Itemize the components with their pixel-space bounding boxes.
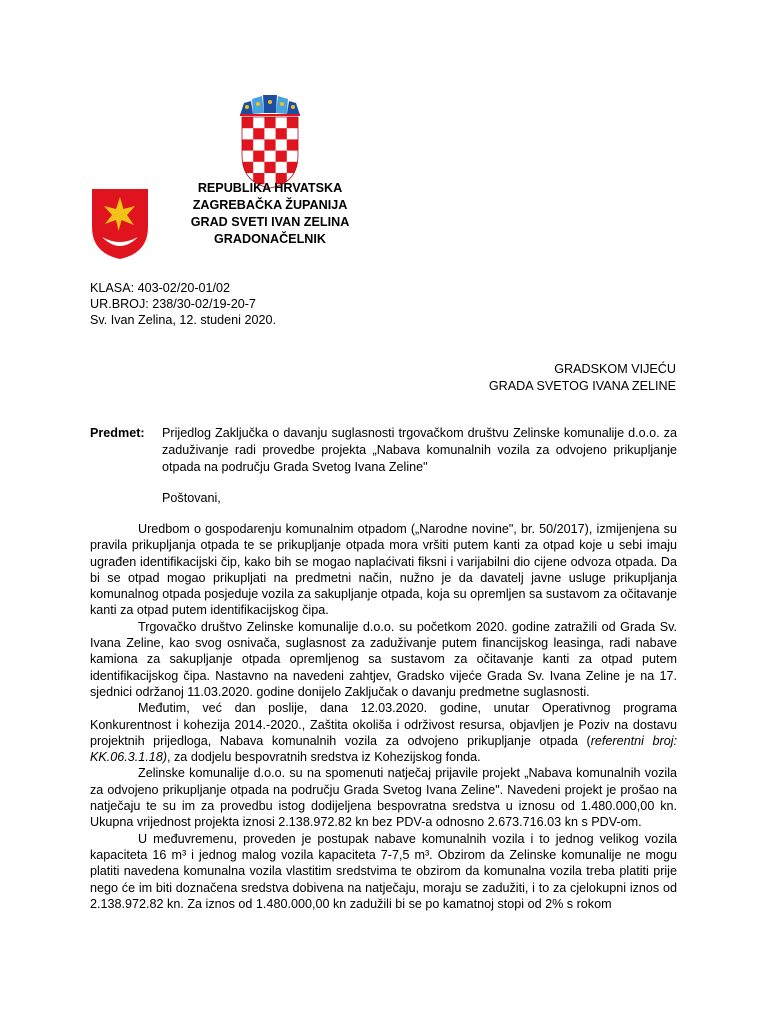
paragraph-4: Zelinske komunalije d.o.o. su na spomenuti natječaj prijavile projekt „Nabava komunalnih vozila za odvojeno prikupljanje otpada na području Grada Svetog Ivana Zeline". Navedeni projekt je prošao na natječaju te su im za provedbu istog dodijeljena bespovratna sredstva u iznosu od 1.480.000,00 kn. Ukupna vrijednost projekta iznosi 2.138.972.82 kn bez PDV-a odnosno 2.673.716.03 kn s PDV-om. bbox=[90, 766, 677, 830]
urbroj: UR.BROJ: 238/30-02/19-20-7 bbox=[90, 297, 256, 311]
header-county: ZAGREBAČKA ŽUPANIJA bbox=[192, 198, 348, 212]
place-date: Sv. Ivan Zelina, 12. studeni 2020. bbox=[90, 313, 276, 327]
klasa: KLASA: 403-02/20-01/02 bbox=[90, 281, 231, 295]
subject-label: Predmet: bbox=[90, 426, 145, 440]
recipient-line-2: GRADA SVETOG IVANA ZELINE bbox=[488, 379, 676, 393]
paragraph-5: U međuvremenu, proveden je postupak nabave komunalnih vozila i to jednog velikog vozila kapaciteta 16 m³ i jednog malog vozila kapaciteta 7-7,5 m³. Obzirom da Zelinske komunalije ne mogu platiti navedena komunalna vozila vlastitim sredstvima te obzirom da komunalna vozila treba platiti prije nego će im biti doznačena sredstva dobivena na natječaju, moraju se zadužiti, i to za cjelokupni iznos od 2.138.972.82 kn. Za iznos od 1.480.000,00 kn zadužili bi se po kamatnoj stopi od 2% s rokom bbox=[90, 831, 677, 911]
letter-body bbox=[90, 521, 677, 912]
reference-number: referentni broj: KK.06.3.1.18) bbox=[90, 733, 678, 765]
paragraph-1: Uredbom o gospodarenju komunalnim otpadom („Narodne novine", br. 50/2017), izmijenjena su pravila prikupljanja otpada te se prikupljanje otpada mora vršiti putem kanti za otpad koje u sebi imaju ugrađen identifikacijski čip, kako bih se mogao naplaćivati fiksni i varijabilni dio cijene odvoza otpada. Da bi se otpad mogao prikupljati na predmetni način, nužno je da davatelj javne usluge prikupljanja komunalnog otpada posjeduje vozila za sakupljanje otpada, koja su opremljen sa sustavom za očitavanje kanti za otpad putem identifikacijskog čipa. bbox=[90, 522, 677, 618]
greeting: Poštovani, bbox=[162, 491, 221, 505]
recipient-line-1: GRADSKOM VIJEĆU bbox=[554, 362, 676, 376]
header-office: GRADONAČELNIK bbox=[214, 232, 326, 246]
paragraph-3-text-a: Međutim, već dan poslije, dana 12.03.2020. godine, unutar Operativnog programa Konkurentnost i kohezija 2014.-2020., Zaštita okoliša i održivost resursa, objavljen je Poziv na dostavu projektnih prijedloga, Nabava komunalnih vozila za odvojeno prikupljanje otpada ( bbox=[90, 701, 677, 748]
header-republic: REPUBLIKA HRVATSKA bbox=[197, 181, 343, 195]
subject-text: Prijedlog Zaključka o davanju suglasnosti trgovačkom društvu Zelinske komunalije d.o.o. za zaduživanje radi provedbe projekta „Nabava komunalnih vozila za odvojeno prikupljanje otpada na području Grada Svetog Ivana Zeline" bbox=[162, 426, 677, 474]
paragraph-2: Trgovačko društvo Zelinske komunalije d.o.o. su početkom 2020. godine zatražili od Grada Sv. Ivana Zeline, kao svog osnivača, suglasnost za zaduživanje putem financijskog leasinga, radi nabave kamiona za sakupljanje otpada opremljenog sa sustavom za očitavanje kanti za otpad putem identifikacijskog čipa. Nastavno na navedeni zahtjev, Gradsko vijeće Grada Sv. Ivana Zeline je na 17. sjednici održanoj 11.03.2020. godine donijelo Zaključak o davanju predmetne suglasnosti. bbox=[90, 619, 677, 699]
croatia-coat-of-arms-icon bbox=[236, 93, 304, 189]
paragraph-3 bbox=[90, 700, 677, 765]
paragraph-3-text-b: , za dodjelu bespovratnih sredstva iz Kohezijskog fonda. bbox=[167, 750, 481, 765]
header-city: GRAD SVETI IVAN ZELINA bbox=[190, 215, 350, 229]
zelina-coat-of-arms-icon bbox=[90, 187, 150, 261]
